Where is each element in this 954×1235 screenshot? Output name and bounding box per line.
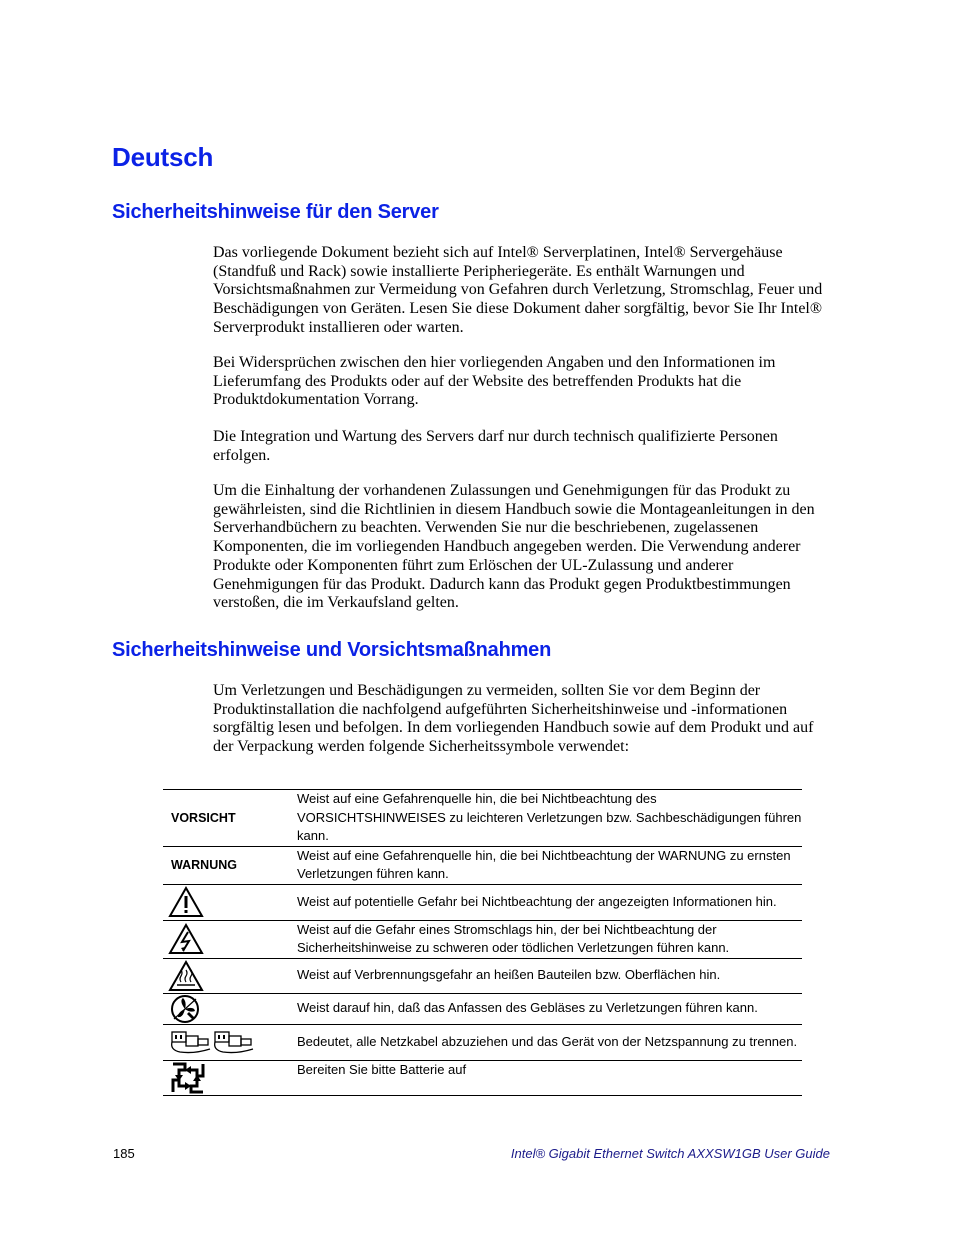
fan-hazard-icon — [169, 994, 201, 1024]
description-electric-shock: Weist auf die Gefahr eines Stromschlags hin, der bei Nichtbeachtung der Sicherheitshinweise zu schweren oder tödlichen Verletzungen führen kann. — [297, 920, 802, 958]
table-row — [163, 846, 802, 884]
unplug-power-cords-icon — [169, 1027, 255, 1057]
table-row — [163, 920, 802, 958]
safety-symbols-table — [163, 789, 802, 1096]
description-warning-triangle: Weist auf potentielle Gefahr bei Nichtbeachtung der angezeigten Informationen hin. — [297, 884, 802, 920]
page-number: 185 — [113, 1146, 135, 1161]
paragraph-conflicts: Bei Widersprüchen zwischen den hier vorliegenden Angaben und den Informationen im Lieferumfang des Produkts oder auf der Website des betreffenden Produkts hat die Produktdokumentation Vorrang. — [213, 354, 776, 409]
paragraph-scope: Das vorliegende Dokument bezieht sich auf Intel® Serverplatinen, Intel® Servergehäuse (Standfuß und Rack) sowie installierte Peripheriegeräte. Es enthält Warnungen und Vorsichtsmaßnahmen zur Vermeidung von Gefahren durch Verletzung, Stromschlag, Feuer und Beschädigungen von Geräten. Lesen Sie diese Dokument daher sorgfältig, bevor Sie Ihr Intel® Serverprodukt installieren oder warten. — [213, 244, 823, 336]
description-battery-recycle: Bereiten Sie bitte Batterie auf — [297, 1060, 802, 1095]
electric-shock-icon — [168, 923, 204, 955]
paragraph-qualified-personnel: Die Integration und Wartung des Servers darf nur durch technisch qualifizierte Personen erfolgen. — [213, 428, 778, 464]
description-vorsicht: Weist auf eine Gefahrenquelle hin, die bei Nichtbeachtung des VORSICHTSHINWEISES zu leichteren Verletzungen bzw. Sachbeschädigungen führen kann. — [297, 791, 802, 843]
page-title: Deutsch — [112, 142, 214, 172]
description-unplug-power: Bedeutet, alle Netzkabel abzuziehen und das Gerät von der Netzspannung zu trennen. — [297, 1024, 802, 1060]
table-row — [163, 993, 802, 1024]
label-vorsicht: VORSICHT — [171, 810, 236, 825]
description-warnung: Weist auf eine Gefahrenquelle hin, die bei Nichtbeachtung der WARNUNG zu ernsten Verletzungen führen kann. — [297, 846, 802, 884]
table-row — [163, 1060, 802, 1095]
table-row — [163, 958, 802, 993]
table-row — [163, 884, 802, 920]
battery-recycle-icon — [169, 1061, 207, 1095]
paragraph-safety-intro: Um Verletzungen und Beschädigungen zu vermeiden, sollten Sie vor dem Beginn der Produktinstallation die nachfolgend aufgeführten Sicherheitshinweise und -informationen sorgfältig lesen und befolgen. In dem vorliegenden Handbuch sowie auf dem Produkt und auf der Verpackung werden folgende Sicherheitssymbole verwendet: — [213, 682, 814, 756]
section-heading-safety-precautions: Sicherheitshinweise und Vorsichtsmaßnahmen — [112, 639, 552, 661]
hot-surface-icon — [168, 960, 204, 992]
label-warnung: WARNUNG — [171, 857, 237, 872]
section-heading-server-safety: Sicherheitshinweise für den Server — [112, 201, 439, 223]
warning-triangle-icon — [168, 886, 204, 918]
description-fan-hazard: Weist darauf hin, daß das Anfassen des Gebläses zu Verletzungen führen kann. — [297, 993, 802, 1024]
description-hot-surface: Weist auf Verbrennungsgefahr an heißen Bauteilen bzw. Oberflächen hin. — [297, 958, 802, 993]
table-row — [163, 790, 802, 847]
document-title-footer: Intel® Gigabit Ethernet Switch AXXSW1GB User Guide — [510, 1146, 830, 1161]
paragraph-compliance: Um die Einhaltung der vorhandenen Zulassungen und Genehmigungen für das Produkt zu gewährleisten, sind die Richtlinien in diesem Handbuch sowie die Montageanleitungen in den Serverhandbüchern zu beachten. Verwenden Sie nur die beschriebenen, zugelassenen Komponenten, die im vorliegenden Handbuch angegeben werden. Die Verwendung anderer Produkte oder Komponenten führt zum Erlöschen der UL-Zulassung und anderer Genehmigungen für das Produkt. Dadurch kann das Produkt gegen Produktbestimmungen verstoßen, die im Verkaufsland gelten. — [213, 482, 815, 612]
table-row — [163, 1024, 802, 1060]
